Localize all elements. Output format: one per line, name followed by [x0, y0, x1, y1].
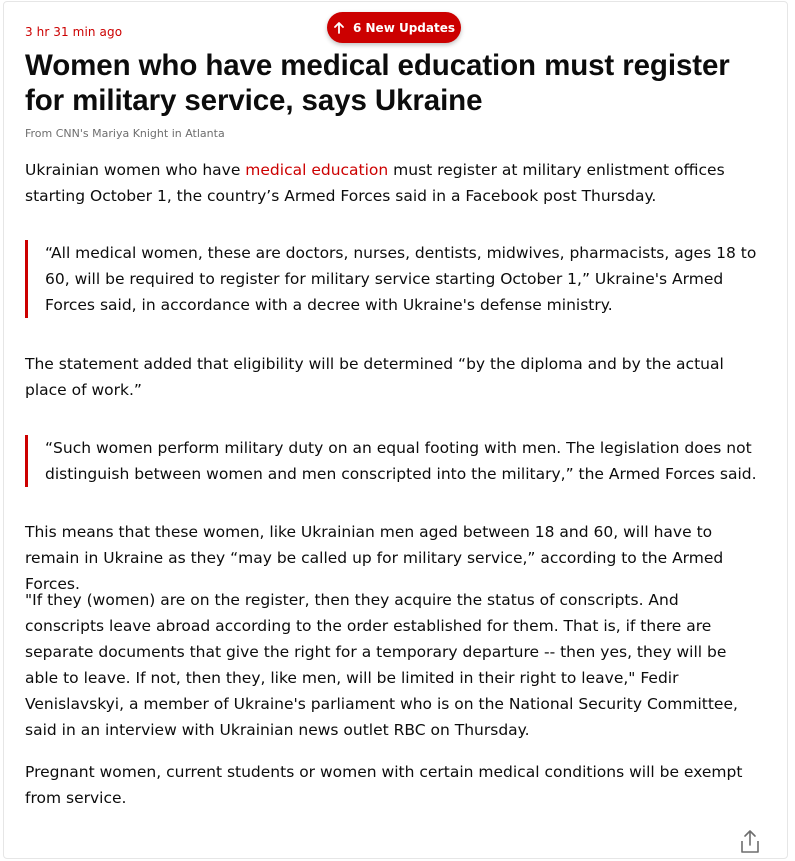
- post-headline: Women who have medical education must register for military service, says Ukraine: [25, 49, 730, 117]
- paragraph-1-text-start: Ukrainian women who have: [25, 161, 246, 179]
- share-icon: [738, 840, 762, 859]
- paragraph-1-text-end: must register at military enlistment offices starting October 1, the country’s Armed Forces said in a Facebook post Thursday.: [25, 161, 725, 205]
- post-timestamp: 3 hr 31 min ago: [25, 25, 123, 39]
- post-byline: From CNN's Mariya Knight in Atlanta: [25, 127, 225, 140]
- paragraph-5: Pregnant women, current students or women with certain medical conditions will be exempt from service.: [25, 763, 743, 807]
- paragraph-2: The statement added that eligibility will be determined “by the diploma and by the actual place of work.”: [25, 355, 724, 399]
- paragraph-4: "If they (women) are on the register, then they acquire the status of conscripts. And conscripts leave abroad according to the order established for them. That is, if there are separate documents that give the right for a temporary departure -- then yes, they will be able to leave. If not, then they, like men, will be limited in their right to leave," Fedir Venislavskyi, a member of Ukraine's parliament who is on the National Security Committee, said in an interview with Ukrainian news outlet RBC on Thursday.: [25, 591, 738, 739]
- medical-education-link[interactable]: medical education: [245, 161, 389, 179]
- new-updates-button[interactable]: [327, 12, 461, 43]
- paragraph-1: [25, 157, 760, 209]
- blockquote-2: “Such women perform military duty on an equal footing with men. The legislation does not distinguish between women and men conscripted into the military,” the Armed Forces said.: [25, 435, 760, 487]
- paragraph-3: This means that these women, like Ukrainian men aged between 18 and 60, will have to remain in Ukraine as they “may be called up for military service,” according to the Armed Forces.: [25, 523, 724, 593]
- arrow-up-icon: [333, 22, 345, 34]
- share-button[interactable]: [738, 829, 762, 855]
- new-updates-label: 6 New Updates: [352, 20, 455, 35]
- blockquote-1: “All medical women, these are doctors, nurses, dentists, midwives, pharmacists, ages 18 to 60, will be required to register for military service starting October 1,” Ukraine's Armed Forces said, in accordance with a decree with Ukraine's defense ministry.: [25, 240, 760, 318]
